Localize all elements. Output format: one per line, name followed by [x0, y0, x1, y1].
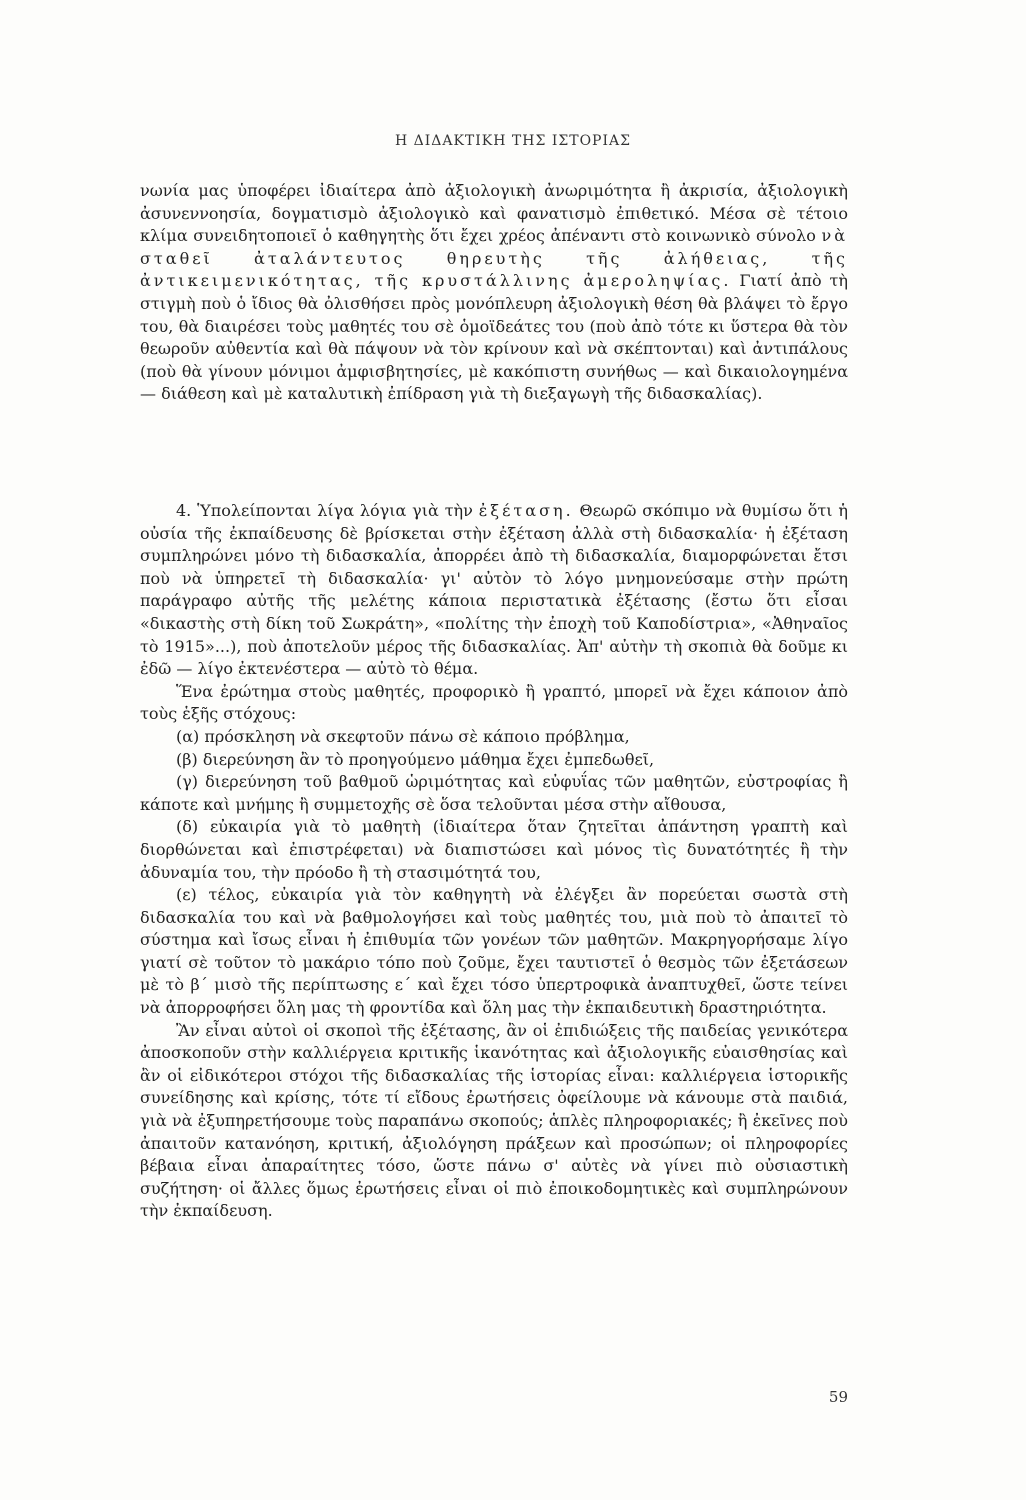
list-item: (α) πρόσκληση νὰ σκεφτοῦν πάνω σὲ κάποιο πρόβλημα, — [176, 726, 630, 746]
question-intro: Ἕνα ἐρώτημα στοὺς μαθητές, προφορικὸ ἢ γραπτό, μπορεῖ νὰ ἔχει κάποιον ἀπὸ τοὺς ἑξῆς στόχους: — [140, 681, 848, 724]
emphasized-text: νὰ σταθεῖ ἀταλάντευτος θηρευτὴς τῆς ἀλήθειας, τῆς ἀντικειμενικότητας, τῆς κρυστάλλινης ἀμεροληψίας. — [140, 226, 848, 291]
paragraph-continuation — [140, 180, 848, 406]
list-item: (β) διερεύνηση ἂν τὸ προηγούμενο μάθημα ἔχει ἐμπεδωθεῖ, — [176, 749, 655, 769]
section-4-intro — [140, 500, 848, 681]
section-2 — [140, 500, 848, 1223]
paragraph-text: 4. Ὑπολείπονται λίγα λόγια γιὰ τὴν — [176, 501, 479, 520]
page-number: 59 — [828, 1388, 848, 1406]
emphasized-text: ἐξέταση. — [478, 501, 574, 520]
paragraph-text: Γιατί ἀπὸ τὴ στιγμὴ ποὺ ὁ ἴδιος θὰ ὀλισθήσει πρὸς μονόπλευρη ἀξιολογικὴ θέση θὰ βλάψει τὸ ἔργο του, θὰ διαιρέσει τοὺς μαθητές του σὲ ὁμοϊδεάτες του (ποὺ ἀπὸ τότε κι ὕστερα θὰ τὸν θεωροῦν αὐθεντία καὶ θὰ πάψουν νὰ τὸν κρίνουν καὶ νὰ σκέπτονται) καὶ ἀντιπάλους (ποὺ θὰ γίνουν μόνιμοι ἀμφισβητησίες, μὲ κακόπιστη συνήθως — καὶ δικαιολογημένα — διάθεση καὶ μὲ καταλυτικὴ ἐπίδραση γιὰ τὴ διεξαγωγὴ τῆς διδασκαλίας). — [140, 271, 848, 404]
paragraph-text: νωνία μας ὑποφέρει ἰδιαίτερα ἀπὸ ἀξιολογικὴ ἀνωριμότητα ἢ ἀκρισία, ἀξιολογικὴ ἀσυνεννοησία, δογματισμὸ ἀξιολογικὸ καὶ φανατισμὸ ἐπιθετικό. Μέσα σὲ τέτοιο κλίμα συνειδητοποιεῖ ὁ καθηγητὴς ὅτι ἔχει χρέος ἀπέναντι στὸ κοινωνικὸ σύνολο — [140, 181, 848, 246]
paragraph-text: Θεωρῶ σκόπιμο νὰ θυμίσω ὅτι ἡ οὐσία τῆς ἐκπαίδευσης δὲ βρίσκεται στὴν ἐξέταση ἀλλὰ στὴ διδασκαλία· ἡ ἐξέταση συμπληρώνει μόνο τὴ διδασκαλία, ἀπορρέει ἀπὸ τὴ διδασκαλία, διαμορφώνεται ἔτσι ποὺ νὰ ὑπηρετεῖ τὴ διδασκαλία· γι' αὐτὸν τὸ λόγο μνημονεύσαμε στὴν πρώτη παράγραφο αὐτῆς τῆς μελέτης κάποια περιστατικὰ ἐξέτασης (ἔστω ὅτι εἶσαι «δικαστὴς στὴ δίκη τοῦ Σωκράτη», «πολίτης τὴν ἐποχὴ τοῦ Καποδίστρια», «Ἀθηναῖος τὸ 1915»...), ποὺ ἀποτελοῦν μέρος τῆς διδασκαλίας. Ἀπ' αὐτὴν τὴ σκοπιὰ θὰ δοῦμε κι ἐδῶ — λίγο ἐκτενέστερα — αὐτὸ τὸ θέμα. — [140, 501, 849, 679]
list-item: (δ) εὐκαιρία γιὰ τὸ μαθητὴ (ἰδιαίτερα ὅταν ζητεῖται ἀπάντηση γραπτὴ καὶ διορθώνεται καὶ ἐπιστρέφεται) νὰ διαπιστώσει καὶ μόνος τὶς δυνατότητές ἢ τὴν ἀδυναμία του, τὴν πρόοδο ἢ τὴ στασιμότητά του, — [140, 817, 848, 882]
running-header: Η ΔΙΔΑΚΤΙΚΗ ΤΗΣ ΙΣΤΟΡΙΑΣ — [394, 133, 632, 149]
list-item: (γ) διερεύνηση τοῦ βαθμοῦ ὡριμότητας καὶ εὐφυΐας τῶν μαθητῶν, εὐστροφίας ἢ κάποτε καὶ μνήμης ἢ συμμετοχῆς σὲ ὅσα τελοῦνται μέσα στὴν αἴθουσα, — [140, 772, 848, 814]
list-item: (ε) τέλος, εὐκαιρία γιὰ τὸν καθηγητὴ νὰ ἐλέγξει ἂν πορεύεται σωστὰ στὴ διδασκαλία του καὶ νὰ βαθμολογήσει καὶ τοὺς μαθητές του, μιὰ ποὺ τὸ ἀπαιτεῖ τὸ σύστημα καὶ ἴσως εἶναι ἡ ἐπιθυμία τῶν γονέων τῶν μαθητῶν. Μακρηγορήσαμε λίγο γιατί σὲ τοῦτον τὸ μακάριο τόπο ποὺ ζοῦμε, ἔχει ταυτιστεῖ ὁ θεσμὸς τῶν ἐξετάσεων μὲ τὸ β΄ μισὸ τῆς περίπτωσης ε΄ καὶ ἔχει τόσο ὑπερτροφικὰ ἀναπτυχθεῖ, ὥστε τείνει νὰ ἀπορροφήσει ὅλη μας τὴ φροντίδα καὶ ὅλη μας τὴν ἐκπαιδευτικὴ δραστηριότητα. — [140, 885, 848, 1018]
section-1 — [140, 180, 848, 406]
closing-paragraph: Ἂν εἶναι αὐτοὶ οἱ σκοποὶ τῆς ἐξέτασης, ἂν οἱ ἐπιδιώξεις τῆς παιδείας γενικότερα ἀποσκοποῦν στὴν καλλιέργεια κριτικῆς ἱκανότητας καὶ ἀξιολογικῆς εὐαισθησίας καὶ ἂν οἱ εἰδικότεροι στόχοι τῆς διδασκαλίας τῆς ἱστορίας εἶναι: καλλιέργεια ἱστορικῆς συνείδησης καὶ κρίσης, τότε τί εἴδους ἐρωτήσεις ὀφείλουμε νὰ κάνουμε στὰ παιδιά, γιὰ νὰ ἐξυπηρετήσουμε τοὺς παραπάνω σκοπούς; ἁπλὲς πληροφοριακές; ἢ ἐκεῖνες ποὺ ἀπαιτοῦν κατανόηση, κριτική, ἀξιολόγηση πράξεων καὶ προσώπων; οἱ πληροφορίες βέβαια εἶναι ἀπαραίτητες τόσο, ὥστε πάνω σ' αὐτὲς νὰ γίνει πιὸ οὐσιαστικὴ συζήτηση· οἱ ἄλλες ὅμως ἐρωτήσεις εἶναι οἱ πιὸ ἐποικοδομητικὲς καὶ συμπληρώνουν τὴν ἐκπαίδευση. — [140, 1020, 848, 1221]
